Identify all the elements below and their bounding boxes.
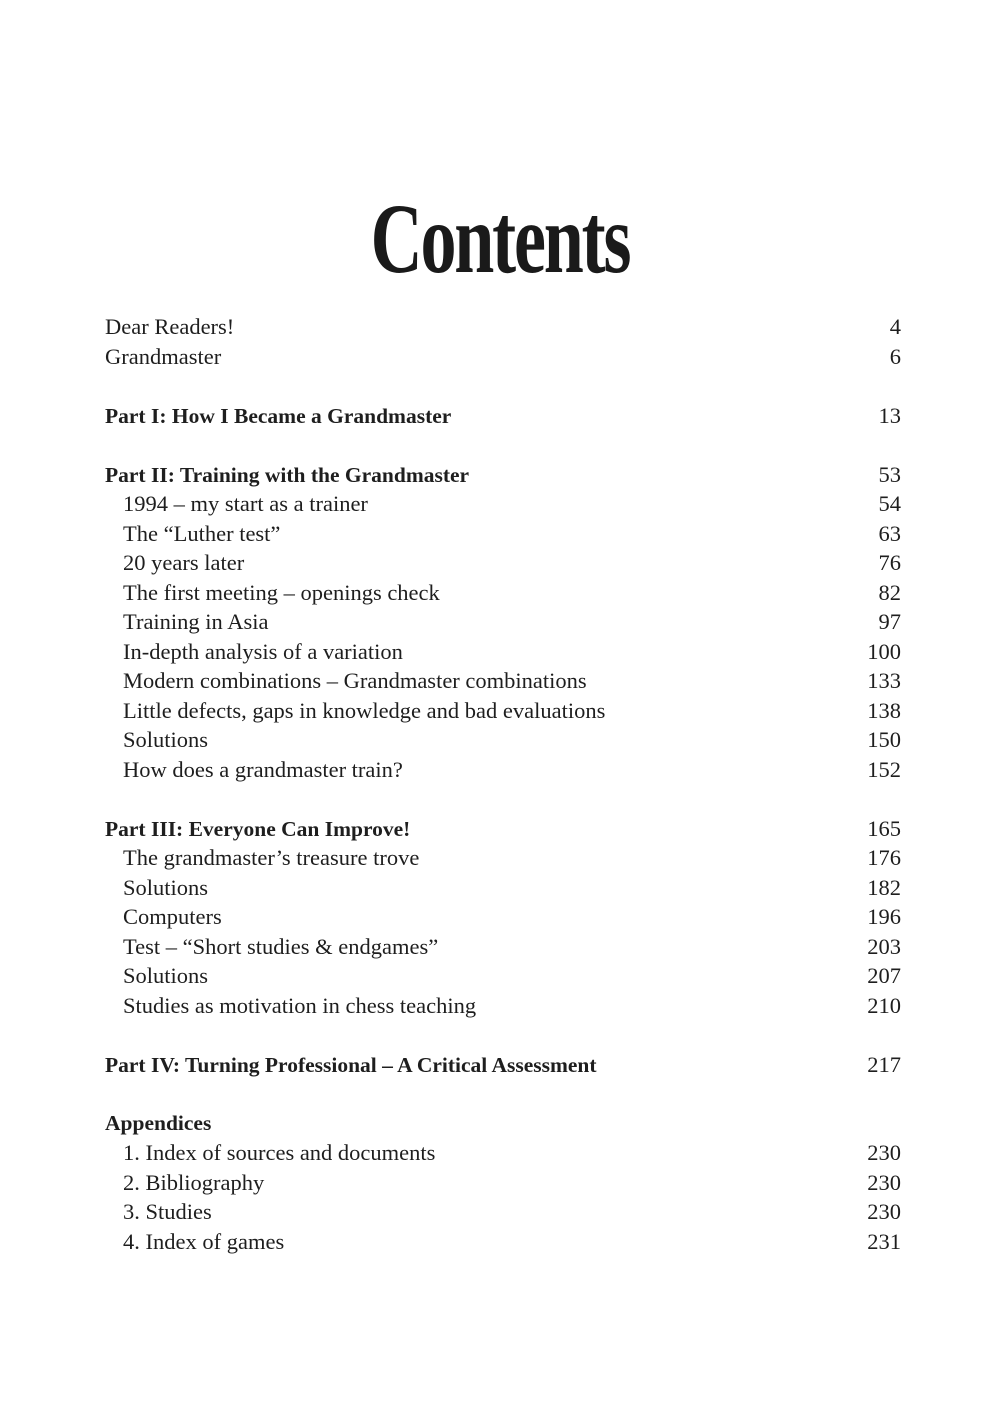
toc-sub-entry <box>105 961 901 991</box>
toc-sub-entry <box>105 873 901 903</box>
toc-section <box>105 1050 901 1080</box>
toc-part-heading <box>105 1050 901 1080</box>
toc-section <box>105 1109 901 1257</box>
toc-page-number: 176 <box>867 845 901 870</box>
toc-entry-label: 20 years later <box>123 550 245 575</box>
toc-sub-entry <box>105 637 901 667</box>
toc-entry <box>105 312 901 342</box>
toc-page-number: 230 <box>867 1169 901 1195</box>
toc-page-number: 76 <box>878 550 901 575</box>
toc-page-number: 165 <box>867 815 901 841</box>
toc-sub-entry <box>105 843 901 873</box>
toc-entry-label: 2. Bibliography <box>123 1169 265 1195</box>
toc-sub-entry <box>105 696 901 726</box>
toc-sub-entry <box>105 666 901 696</box>
toc-sub-entry <box>105 607 901 637</box>
toc-page-number: 100 <box>867 638 901 664</box>
toc-page-number: 150 <box>867 727 901 752</box>
toc-sub-entry <box>105 1168 901 1198</box>
toc-sub-entry <box>105 755 901 785</box>
toc-sub-entry <box>105 1138 901 1168</box>
toc-entry-label: Little defects, gaps in knowledge and bad evaluations <box>123 697 606 723</box>
toc-entry-label: Test – “Short studies & endgames” <box>123 933 439 959</box>
toc-part-heading <box>105 401 901 431</box>
toc-page-number: 63 <box>878 520 901 546</box>
toc-sub-entry <box>105 1227 901 1257</box>
toc-page-number: 138 <box>867 697 901 723</box>
toc-page-number: 210 <box>867 992 901 1018</box>
toc-section <box>105 460 901 785</box>
page-title: Contents <box>370 183 630 294</box>
toc-entry-label: The first meeting – openings check <box>123 579 440 605</box>
toc-page-number: 230 <box>867 1140 901 1165</box>
toc-sub-entry <box>105 578 901 608</box>
toc-entry-label: The grandmaster’s treasure trove <box>123 845 420 870</box>
toc-page-number: 13 <box>878 402 901 428</box>
toc-entry-label: 4. Index of games <box>123 1228 285 1254</box>
toc-section <box>105 401 901 431</box>
toc-entry-label: How does a grandmaster train? <box>123 756 403 782</box>
toc-sub-entry <box>105 991 901 1021</box>
toc-entry-label: Appendices <box>105 1110 212 1135</box>
toc-part-heading <box>105 814 901 844</box>
toc-page-number: 53 <box>878 461 901 487</box>
toc-sub-entry <box>105 932 901 962</box>
toc-entry-label: Part III: Everyone Can Improve! <box>105 816 411 841</box>
toc-entry-label: Dear Readers! <box>105 314 235 339</box>
toc-part-heading <box>105 1109 901 1139</box>
toc-entry-label: Solutions <box>123 963 209 988</box>
toc-sub-entry <box>105 548 901 578</box>
toc-page-number: 54 <box>878 491 901 516</box>
toc-entry-label: Grandmaster <box>105 343 222 369</box>
toc-page-number: 203 <box>867 933 901 959</box>
toc-sub-entry <box>105 489 901 519</box>
toc-page-number: 207 <box>867 963 901 988</box>
toc-entry-label: 1994 – my start as a trainer <box>123 491 368 516</box>
toc-page-number: 97 <box>878 609 901 634</box>
toc-page-number: 196 <box>867 904 901 929</box>
toc-sub-entry <box>105 902 901 932</box>
toc-page-number: 152 <box>867 756 901 782</box>
toc-sub-entry <box>105 519 901 549</box>
toc-entry-label: Training in Asia <box>123 609 269 634</box>
toc-page-number: 217 <box>867 1051 901 1077</box>
toc-entry <box>105 342 901 372</box>
toc-sub-entry <box>105 725 901 755</box>
toc-entry-label: Part IV: Turning Professional – A Critical Assessment <box>105 1052 597 1077</box>
toc-entry-label: The “Luther test” <box>123 520 281 546</box>
toc-entry-label: Part I: How I Became a Grandmaster <box>105 403 452 428</box>
toc-part-heading <box>105 460 901 490</box>
toc-page-number: 230 <box>867 1199 901 1224</box>
toc-entry-label: In-depth analysis of a variation <box>123 638 403 664</box>
toc-page-number: 82 <box>878 579 901 605</box>
toc-sub-entry <box>105 1197 901 1227</box>
table-of-contents <box>105 312 901 1256</box>
toc-page-number: 6 <box>889 343 901 369</box>
toc-section <box>105 814 901 1021</box>
toc-entry-label: Computers <box>123 904 222 929</box>
toc-entry-label: Solutions <box>123 727 209 752</box>
toc-entry-label: Modern combinations – Grandmaster combinations <box>123 668 587 693</box>
toc-page-number: 182 <box>867 874 901 900</box>
toc-section <box>105 312 901 371</box>
toc-page-number: 4 <box>889 314 901 339</box>
toc-page-number: 231 <box>867 1228 901 1254</box>
toc-entry-label: 1. Index of sources and documents <box>123 1140 436 1165</box>
toc-entry-label: Part II: Training with the Grandmaster <box>105 462 470 487</box>
toc-entry-label: 3. Studies <box>123 1199 212 1224</box>
toc-page-number: 133 <box>867 668 901 693</box>
toc-entry-label: Studies as motivation in chess teaching <box>123 992 477 1018</box>
toc-entry-label: Solutions <box>123 874 209 900</box>
